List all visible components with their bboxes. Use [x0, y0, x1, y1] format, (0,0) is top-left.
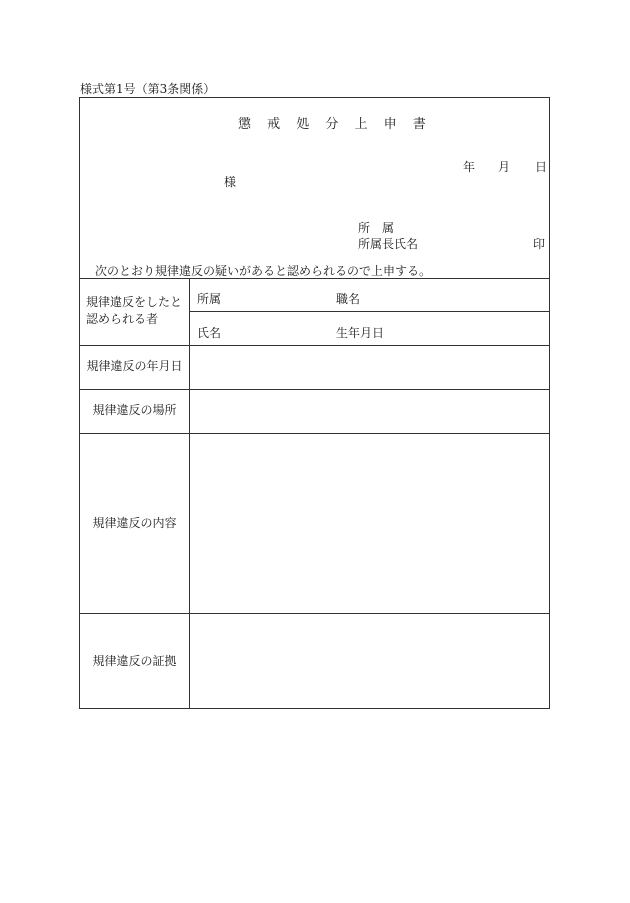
person-label-line1: 規律違反をしたと [86, 295, 183, 309]
person-label-line2: 認められる者 [86, 312, 159, 326]
date-month: 月 [498, 160, 511, 174]
sender-head-name-label: 所属長氏名 [358, 237, 419, 251]
person-birthdate-label: 生年月日 [336, 326, 385, 340]
person-row-divider [190, 311, 550, 312]
violation-content-label: 規律違反の内容 [92, 516, 177, 530]
violation-date-label: 規律違反の年月日 [86, 359, 183, 373]
person-affiliation-label: 所属 [197, 292, 222, 306]
violation-date-field[interactable] [190, 346, 550, 389]
violation-evidence-field[interactable] [190, 614, 550, 708]
violation-place-label: 規律違反の場所 [92, 403, 177, 417]
date-year: 年 [463, 160, 476, 174]
violation-place-field[interactable] [190, 390, 550, 433]
addressee-suffix: 様 [224, 175, 237, 189]
sender-affiliation-label: 所 属 [358, 221, 395, 235]
date-day: 日 [535, 160, 548, 174]
seal-mark: 印 [533, 237, 546, 251]
statement-text: 次のとおり規律違反の疑いがあると認められるので上申する。 [95, 264, 432, 278]
person-position-label: 職名 [336, 292, 361, 306]
form-number: 様式第1号（第3条関係） [80, 82, 216, 96]
document-title: 懲 戒 処 分 上 申 書 [238, 117, 432, 132]
violation-evidence-label: 規律違反の証拠 [92, 654, 177, 668]
person-label [80, 294, 195, 328]
violation-content-field[interactable] [190, 434, 550, 613]
person-name-label: 氏名 [197, 326, 222, 340]
table-top-line [80, 278, 550, 279]
